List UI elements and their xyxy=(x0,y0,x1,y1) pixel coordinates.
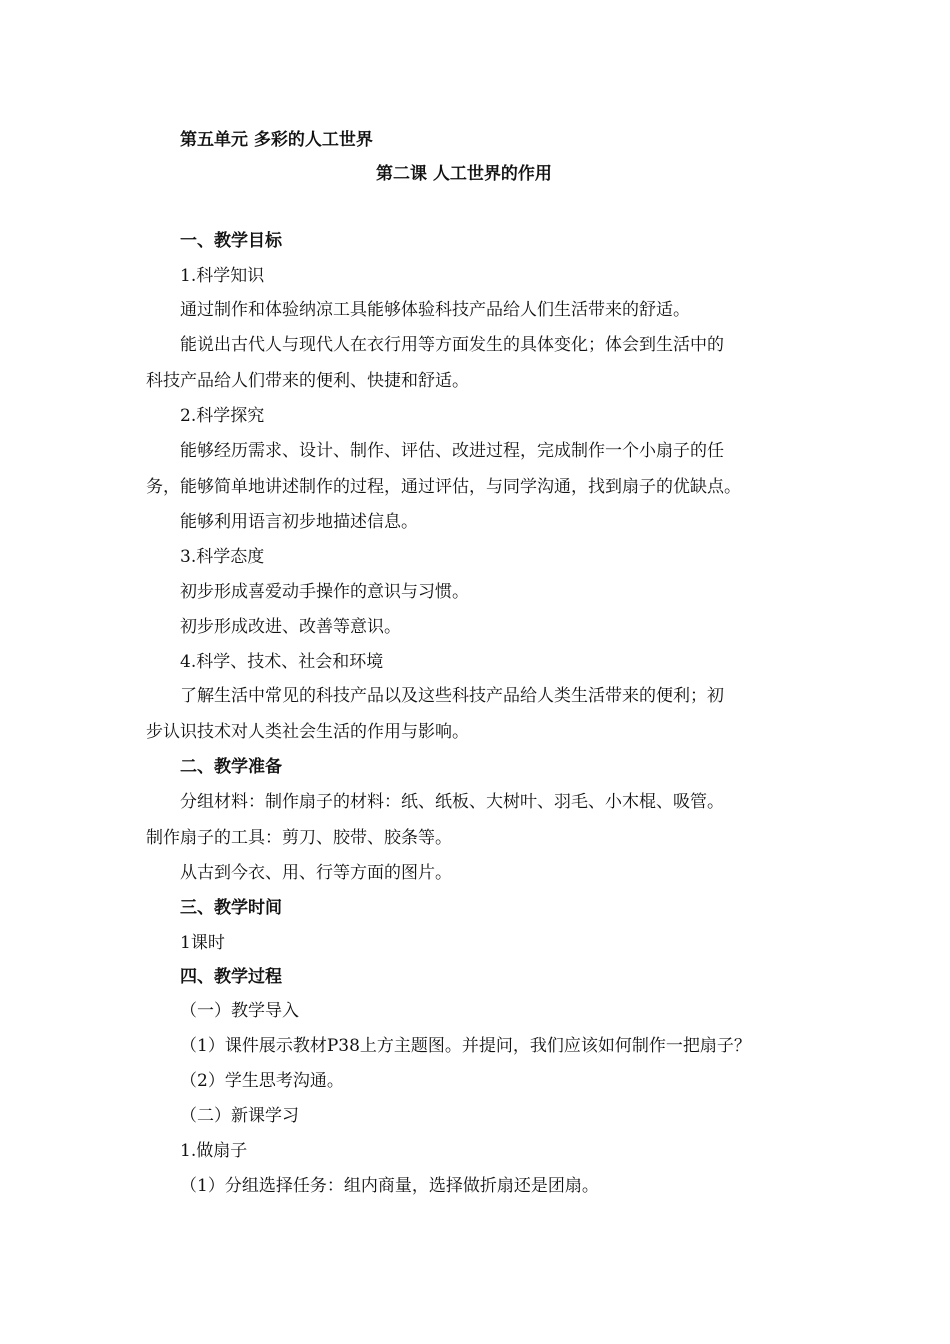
paragraph: 能够经历需求、设计、制作、评估、改进过程，完成制作一个小扇子的任 xyxy=(180,441,724,461)
paragraph: 能够利用语言初步地描述信息。 xyxy=(180,512,418,532)
paragraph: 制作扇子的工具：剪刀、胶带、胶条等。 xyxy=(146,828,452,848)
paragraph: 从古到今衣、用、行等方面的图片。 xyxy=(180,863,452,883)
subheading-sts: 4.科学、技术、社会和环境 xyxy=(180,652,384,672)
section-heading-prep: 二、教学准备 xyxy=(180,757,282,777)
subheading-new: （二）新课学习 xyxy=(180,1106,299,1126)
lesson-title: 第二课 人工世界的作用 xyxy=(376,164,552,184)
subheading-fan: 1.做扇子 xyxy=(180,1141,248,1161)
paragraph: 务，能够简单地讲述制作的过程，通过评估，与同学沟通，找到扇子的优缺点。 xyxy=(146,477,741,497)
paragraph: 1课时 xyxy=(180,933,225,953)
paragraph: 初步形成喜爱动手操作的意识与习惯。 xyxy=(180,582,469,602)
paragraph: 了解生活中常见的科技产品以及这些科技产品给人类生活带来的便利；初 xyxy=(180,686,724,706)
paragraph: 步认识技术对人类社会生活的作用与影响。 xyxy=(146,722,469,742)
section-heading-time: 三、教学时间 xyxy=(180,898,282,918)
subheading-knowledge: 1.科学知识 xyxy=(180,266,265,286)
unit-title: 第五单元 多彩的人工世界 xyxy=(180,130,373,150)
subheading-intro: （一）教学导入 xyxy=(180,1001,299,1021)
paragraph: 通过制作和体验纳凉工具能够体验科技产品给人们生活带来的舒适。 xyxy=(180,300,690,320)
paragraph: 分组材料：制作扇子的材料：纸、纸板、大树叶、羽毛、小木棍、吸管。 xyxy=(180,792,724,812)
paragraph: 初步形成改进、改善等意识。 xyxy=(180,617,401,637)
paragraph: 能说出古代人与现代人在衣行用等方面发生的具体变化；体会到生活中的 xyxy=(180,335,724,355)
paragraph: （2）学生思考沟通。 xyxy=(180,1071,344,1091)
paragraph: 科技产品给人们带来的便利、快捷和舒适。 xyxy=(146,371,469,391)
subheading-inquiry: 2.科学探究 xyxy=(180,406,265,426)
paragraph: （1）课件展示教材P38上方主题图。并提问，我们应该如何制作一把扇子？ xyxy=(180,1036,751,1056)
section-heading-process: 四、教学过程 xyxy=(180,967,282,987)
subheading-attitude: 3.科学态度 xyxy=(180,547,265,567)
section-heading-goals: 一、教学目标 xyxy=(180,231,282,251)
paragraph: （1）分组选择任务：组内商量，选择做折扇还是团扇。 xyxy=(180,1176,599,1196)
